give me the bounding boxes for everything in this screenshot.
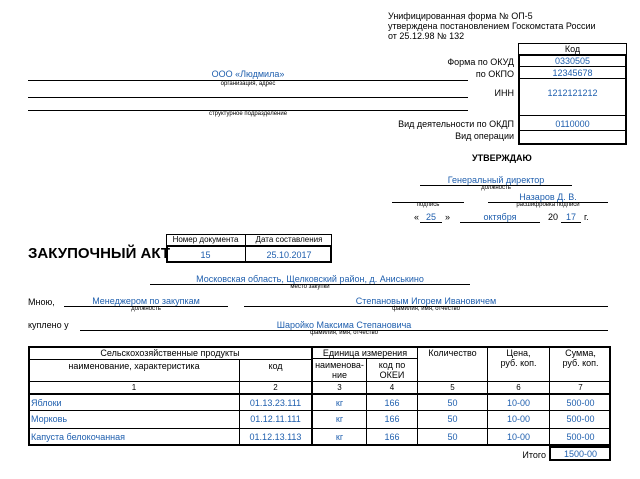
approval-position: Генеральный директор	[447, 175, 545, 185]
th-sum-2: руб. коп.	[562, 358, 599, 368]
approval-month: октября	[483, 212, 517, 222]
codes-title: Код	[564, 44, 581, 54]
row-1-qty: 50	[447, 398, 458, 408]
form-line-3: от 25.12.98 № 132	[388, 31, 465, 41]
th-okei-2: ОКЕИ	[379, 370, 405, 380]
row-2-sum: 500-00	[566, 414, 595, 424]
row-2-name: Морковь	[31, 414, 68, 424]
by-label: Мною,	[28, 297, 55, 307]
by-name-caption: фамилия, имя, отчество	[392, 306, 460, 312]
th-unit-group: Единица измерения	[322, 348, 408, 358]
document-title: ЗАКУПОЧНЫЙ АКТ	[28, 245, 171, 262]
doc-date-header: Дата составления	[255, 235, 323, 244]
operation-label: Вид операции	[455, 131, 514, 141]
okud-label: Форма по ОКУД	[447, 57, 514, 67]
bought-from-name: Шаройко Максима Степановича	[276, 320, 412, 330]
row-2-qty: 50	[447, 414, 458, 424]
row-2-price: 10-00	[506, 414, 531, 424]
doc-number: 15	[200, 250, 211, 260]
by-name: Степановым Игорем Ивановичем	[355, 296, 497, 306]
col-num-7: 7	[578, 383, 583, 392]
th-okei-1: код по	[378, 360, 406, 370]
col-num-1: 1	[131, 383, 137, 392]
bought-from-label: куплено у	[28, 320, 69, 330]
th-code: код	[268, 361, 283, 371]
row-2-code: 01.12.11.111	[250, 414, 301, 424]
row-1-sum: 500-00	[566, 398, 595, 408]
form-line-1: Унифицированная форма № ОП-5	[388, 11, 533, 21]
approval-title: УТВЕРЖДАЮ	[472, 153, 532, 163]
total-label: Итого	[522, 450, 546, 460]
th-unit-name-1: наименова-	[315, 360, 364, 370]
division-caption: структурное подразделение	[208, 111, 288, 117]
approval-signature-caption: подпись	[416, 202, 440, 208]
row-1-unit: кг	[335, 398, 344, 408]
organization-caption: организация, адрес	[220, 81, 276, 87]
row-2-unit: кг	[335, 414, 344, 424]
row-1-price: 10-00	[506, 398, 531, 408]
row-2-okei: 166	[384, 414, 400, 424]
row-1-code: 01.13.23.111	[249, 398, 302, 408]
date-quote-close: »	[445, 212, 451, 222]
doc-date: 25.10.2017	[266, 250, 312, 260]
approval-year-suffix: 17	[565, 212, 576, 222]
th-price-1: Цена,	[506, 348, 531, 358]
approval-year-prefix: 20	[548, 212, 559, 222]
organization-name: ООО «Людмила»	[211, 69, 285, 79]
row-3-sum: 500-00	[566, 432, 595, 442]
th-unit-name-2: ние	[331, 370, 347, 380]
approval-year-mark: г.	[584, 212, 589, 222]
th-qty: Количество	[428, 348, 477, 358]
date-quote-open: «	[414, 212, 420, 222]
approval-name-caption: расшифровка подписи	[516, 202, 580, 208]
row-1-name: Яблоки	[31, 398, 62, 408]
inn-value: 1212121212	[547, 88, 598, 98]
doc-number-header: Номер документа	[172, 235, 239, 244]
row-3-qty: 50	[447, 432, 458, 442]
row-3-name: Капуста белокочанная	[31, 432, 126, 442]
th-sum-1: Сумма,	[565, 348, 596, 358]
place-caption: место закупки	[290, 284, 330, 290]
row-3-price: 10-00	[506, 432, 531, 442]
col-num-2: 2	[273, 383, 278, 392]
col-num-3: 3	[337, 383, 342, 392]
approval-position-caption: должность	[481, 185, 511, 191]
row-3-code: 01.12.13.113	[249, 432, 302, 442]
row-3-okei: 166	[384, 432, 400, 442]
form-line-2: утверждена постановлением Госкомстата России	[388, 21, 596, 31]
bought-from-caption: фамилия, имя, отчество	[310, 330, 378, 336]
okpo-label: по ОКПО	[475, 69, 514, 79]
place-value: Московская область, Щелковский район, д. Аниськино	[196, 274, 424, 284]
okud-value: 0330505	[554, 56, 591, 66]
inn-label: ИНН	[494, 88, 514, 98]
okpo-value: 12345678	[552, 68, 593, 78]
th-price-2: руб. коп.	[500, 358, 537, 368]
col-num-6: 6	[516, 383, 521, 392]
th-products: Сельскохозяйственные продукты	[100, 348, 240, 358]
approval-name: Назаров Д. В.	[519, 192, 577, 202]
col-num-4: 4	[389, 383, 395, 392]
col-num-5: 5	[450, 383, 455, 392]
row-1-okei: 166	[384, 398, 400, 408]
okdp-value: 0110000	[555, 119, 590, 129]
by-position-caption: должность	[131, 306, 161, 312]
th-name: наименование, характеристика	[68, 361, 200, 371]
row-3-unit: кг	[335, 432, 344, 442]
total-value: 1500-00	[563, 449, 598, 459]
okdp-label: Вид деятельности по ОКДП	[398, 119, 514, 129]
by-position: Менеджером по закупкам	[92, 296, 200, 306]
approval-day: 25	[425, 212, 436, 222]
